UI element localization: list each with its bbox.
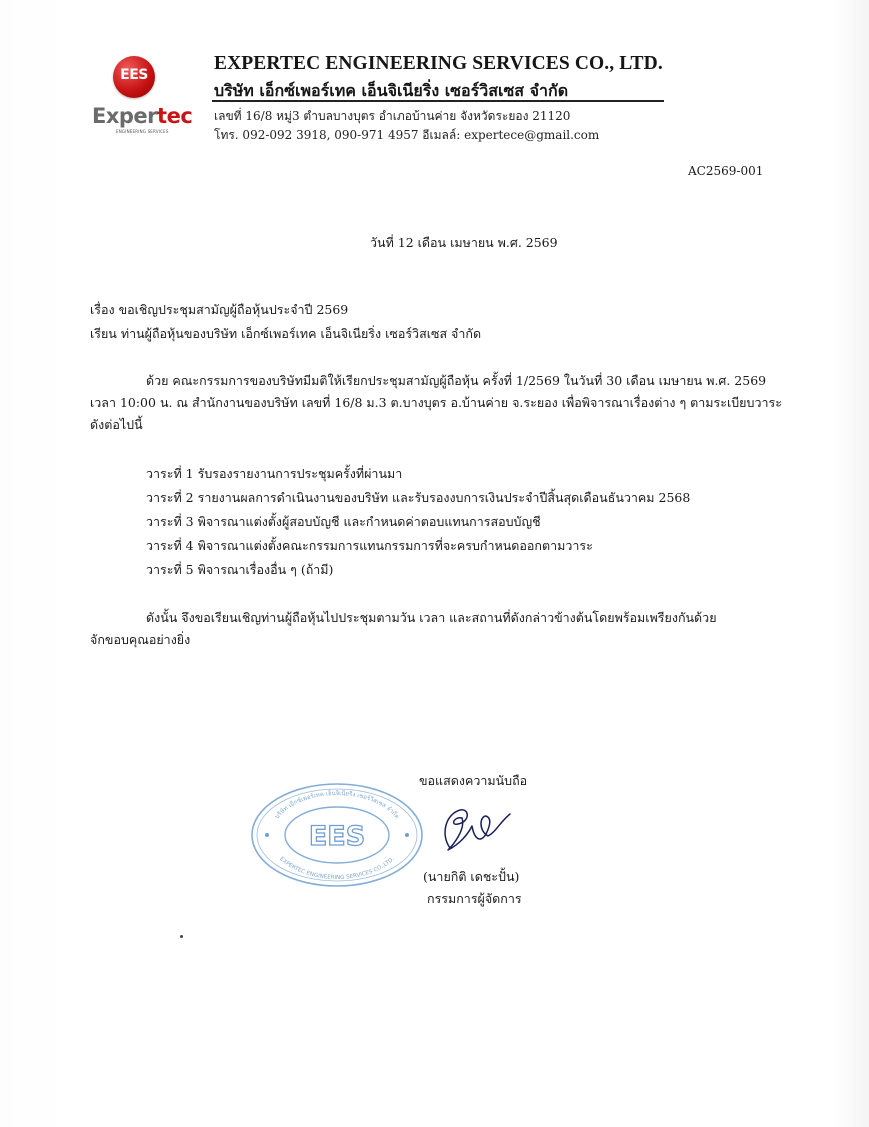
signatory-name: (นายกิติ เดชะปั้น): [423, 869, 520, 884]
company-contact: โทร. 092-092 3918, 090-971 4957 อีเมลล์: expertece@gmail.com: [214, 128, 600, 142]
company-name-th: บริษัท เอ็กซ์เพอร์เทค เอ็นจิเนียริ่ง เซอร์วิสเซส จำกัด: [214, 81, 569, 100]
body-line-3: ดังต่อไปนี้: [90, 417, 143, 432]
agenda-item-5: วาระที่ 5 พิจารณาเรื่องอื่น ๆ (ถ้ามี): [146, 562, 334, 577]
closing-salutation: ขอแสดงความนับถือ: [419, 773, 528, 788]
agenda-item-4: วาระที่ 4 พิจารณาแต่งตั้งคณะกรรมการแทนกรรมการที่จะครบกำหนดออกตามวาระ: [146, 538, 593, 553]
scan-speck: [180, 935, 183, 938]
logo-wordmark: Expertec: [92, 104, 193, 128]
company-logo: [92, 56, 193, 136]
body-line-2: เวลา 10:00 น. ณ สำนักงานของบริษัท เลขที่ 16/8 ม.3 ต.บางบุตร อ.บ้านค่าย จ.ระยอง เพื่อพิจารณาเรื่องต่าง ๆ ตามระเบียบวาระ: [90, 395, 782, 410]
body-line-1: ด้วย คณะกรรมการของบริษัทมีมติให้เรียกประชุมสามัญผู้ถือหุ้น ครั้งที่ 1/2569 ในวันที่ 30 เดือน เมษายน พ.ศ. 2569: [146, 373, 767, 388]
document-number: AC2569-001: [688, 164, 764, 178]
company-stamp: [249, 781, 425, 889]
agenda-item-1: วาระที่ 1 รับรองรายงานการประชุมครั้งที่ผ่านมา: [146, 466, 403, 481]
handwritten-signature: [436, 804, 516, 856]
letter-date: วันที่ 12 เดือน เมษายน พ.ศ. 2569: [370, 235, 558, 250]
letter-recipient: เรียน ท่านผู้ถือหุ้นของบริษัท เอ็กซ์เพอร์เทค เอ็นจิเนียริ่ง เซอร์วิสเซส จำกัด: [90, 326, 482, 341]
letter-subject: เรื่อง ขอเชิญประชุมสามัญผู้ถือหุ้นประจำปี 2569: [90, 302, 349, 317]
agenda-item-3: วาระที่ 3 พิจารณาแต่งตั้งผู้สอบบัญชี และกำหนดค่าตอบแทนการสอบบัญชี: [146, 514, 541, 529]
agenda-item-2: วาระที่ 2 รายงานผลการดำเนินงานของบริษัท และรับรองงบการเงินประจำปีสิ้นสุดเดือนธันวาคม 2568: [146, 490, 691, 505]
signatory-position: กรรมการผู้จัดการ: [427, 891, 522, 906]
svg-text:EXPERTEC ENGINEERING SERVICES: EXPERTEC ENGINEERING SERVICES CO.,LTD.: [278, 856, 396, 882]
svg-text:EES: EES: [308, 821, 366, 852]
letterhead-divider: [212, 100, 664, 102]
logo-subtitle: ENGINEERING SERVICES: [116, 129, 169, 134]
conclusion-line-1: ดังนั้น จึงขอเรียนเชิญท่านผู้ถือหุ้นไปประชุมตามวัน เวลา และสถานที่ดังกล่าวข้างต้นโดยพร้อมเพรียงกันด้วย: [146, 610, 717, 625]
svg-text:บริษัท เอ็กซ์เพอร์เทค เอ็นจิเน: บริษัท เอ็กซ์เพอร์เทค เอ็นจิเนียริ่ง เซอร์วิสเซส จำกัด: [273, 789, 401, 821]
conclusion-line-2: จักขอบคุณอย่างยิ่ง: [90, 632, 191, 647]
logo-initials: EES: [120, 67, 148, 83]
company-address: เลขที่ 16/8 หมู่3 ตำบลบางบุตร อำเภอบ้านค่าย จังหวัดระยอง 21120: [214, 109, 571, 123]
company-name-en: EXPERTEC ENGINEERING SERVICES CO., LTD.: [214, 53, 663, 74]
logo-circle: [113, 56, 155, 98]
